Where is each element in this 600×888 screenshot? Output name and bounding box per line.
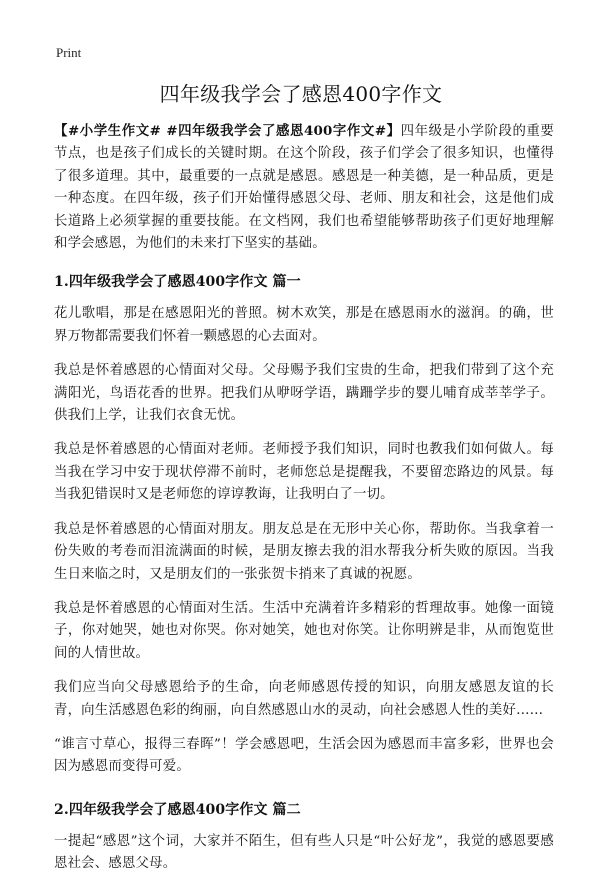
section-heading-2: 2.四年级我学会了感恩400字作文 篇二 xyxy=(54,801,301,818)
intro-paragraph xyxy=(54,120,554,255)
intro-tag: 【#小学生作文# #四年级我学会了感恩400字作文#】 xyxy=(54,123,401,139)
section-1-paragraph-1: 花儿歌唱，那是在感恩阳光的普照。树木欢笑，那是在感恩雨水的滋润。的确，世界万物都需要我们怀着一颗感恩的心去面对。 xyxy=(54,306,554,344)
document-title: 四年级我学会了感恩400字作文 xyxy=(159,82,443,106)
print-link[interactable]: Print xyxy=(56,45,82,60)
section-1-paragraph-5: 我总是怀着感恩的心情面对生活。生活中充满着许多精彩的哲理故事。她像一面镜子，你对她哭，她也对你哭。你对她笑，她也对你笑。让你明辨是非，从而饱览世间的人情世故。 xyxy=(54,600,554,661)
section-1-paragraph-4: 我总是怀着感恩的心情面对朋友。朋友总是在无形中关心你，帮助你。当我拿着一份失败的考卷而泪流满面的时候，是朋友擦去我的泪水帮我分析失败的原因。当我生日来临之时，又是朋友们的一张张贺卡捎来了真诚的祝愿。 xyxy=(54,521,554,582)
section-1-paragraph-2: 我总是怀着感恩的心情面对父母。父母赐予我们宝贵的生命，把我们带到了这个充满阳光，鸟语花香的世界。把我们从咿呀学语，蹒跚学步的婴儿哺育成莘莘学子。供我们上学，让我们衣食无忧。 xyxy=(54,363,554,424)
intro-text: 四年级是小学阶段的重要节点，也是孩子们成长的关键时期。在这个阶段，孩子们学会了很多知识，也懂得了很多道理。其中，最重要的一点就是感恩。感恩是一种美德，是一种品质，更是一种态度。在四年级，孩子们开始懂得感恩父母、老师、朋友和社会，这是他们成长道路上必须掌握的重要技能。在文档网，我们也希望能够帮助孩子们更好地理解和学会感恩，为他们的未来打下坚实的基础。 xyxy=(54,124,554,252)
section-1-paragraph-6: 我们应当向父母感恩给予的生命，向老师感恩传授的知识，向朋友感恩友谊的长青，向生活感恩色彩的绚丽，向自然感恩山水的灵动，向社会感恩人性的美好…… xyxy=(54,680,554,718)
section-heading-1: 1.四年级我学会了感恩400字作文 篇一 xyxy=(54,274,301,291)
section-1-paragraph-7: “谁言寸草心，报得三春晖”！学会感恩吧，生活会因为感恩而丰富多彩，世界也会因为感恩而变得可爱。 xyxy=(54,736,554,775)
section-1-paragraph-3: 我总是怀着感恩的心情面对老师。老师授予我们知识，同时也教我们如何做人。每当我在学习中安于现状停滞不前时，老师您总是提醒我，不要留恋路边的风景。每当我犯错误时又是老师您的谆谆教诲，让我明白了一切。 xyxy=(54,442,554,503)
section-2-paragraph-1: 一提起“感恩”这个词，大家并不陌生，但有些人只是“叶公好龙”，我觉的感恩要感恩社会、感恩父母。 xyxy=(54,833,554,872)
document-body xyxy=(54,120,554,888)
